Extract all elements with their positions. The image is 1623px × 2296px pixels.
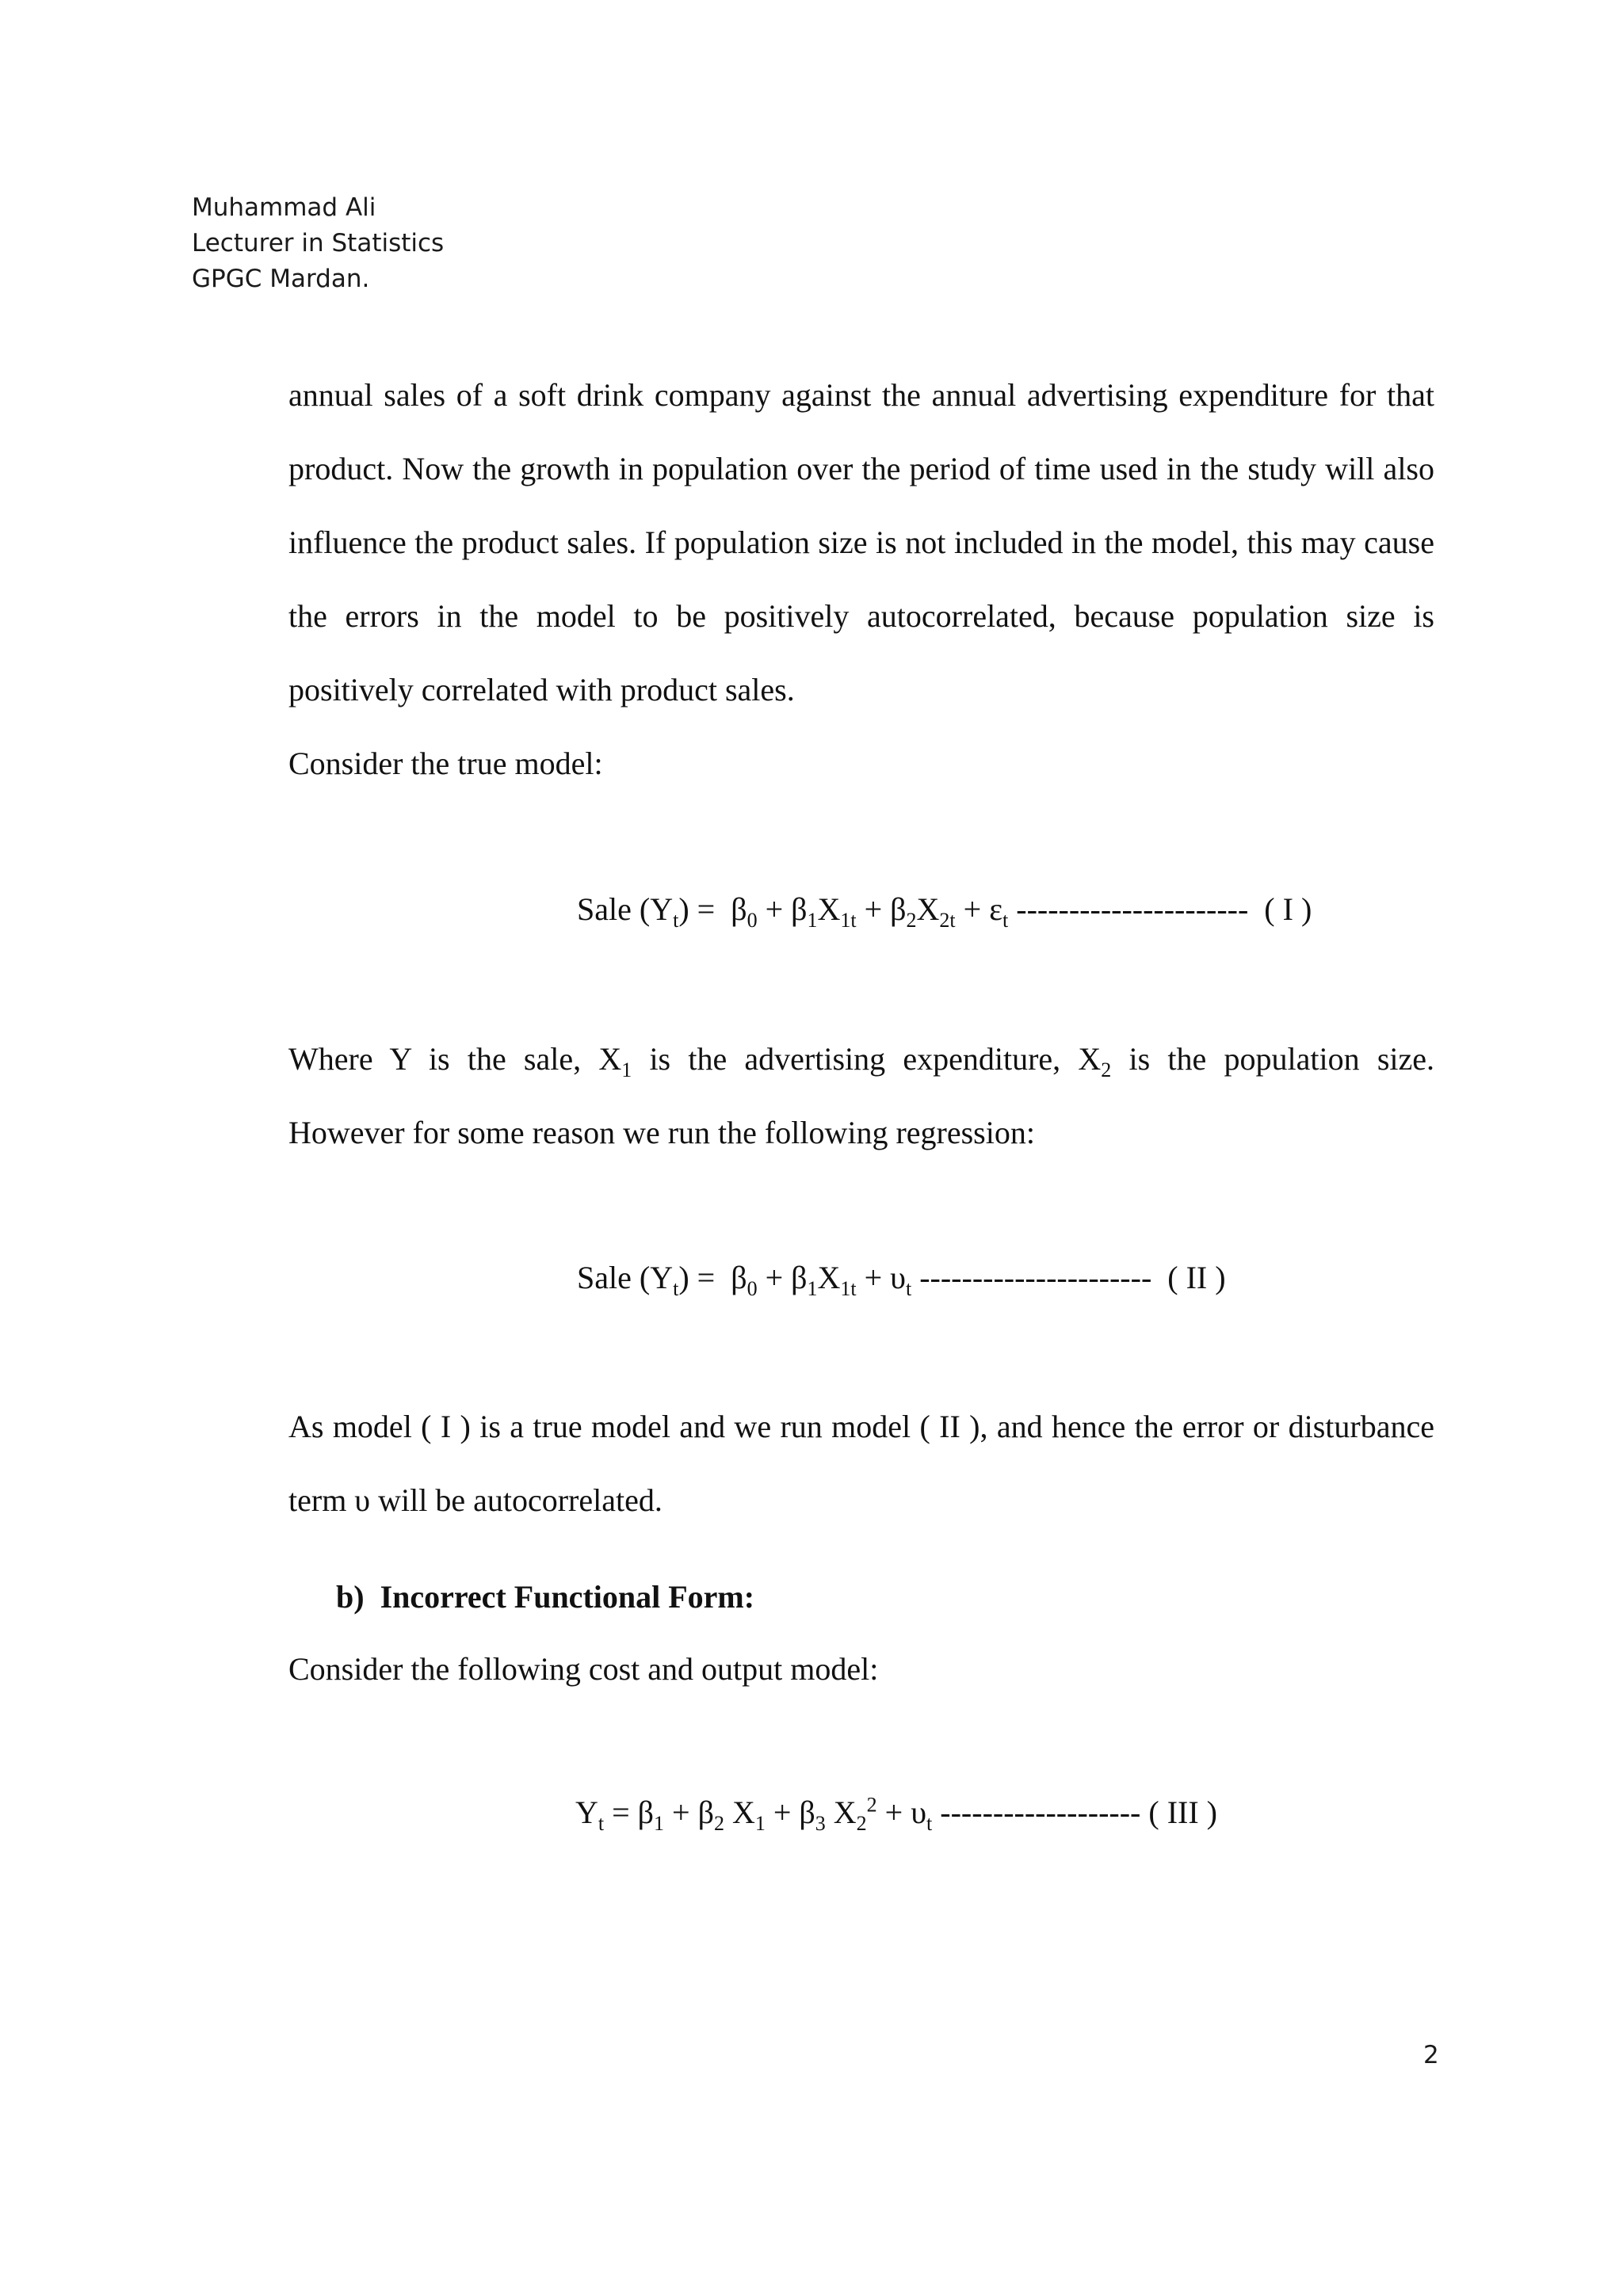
eq3-dashes: ------------------- xyxy=(932,1794,1141,1830)
equation-cost-output-model: $Y_t = \beta_1 + \beta_2$ $X_1 + \beta_3$ $X_2^2 + \upsilon_t$ ------------------- ( III ) xyxy=(575,1793,1217,1835)
equation-misspecified-model: Sale $(Y_t) = \beta_0 + \beta_1X_{1t} + \upsilon_t$ ---------------------- ( II ) xyxy=(577,1260,1226,1300)
section-heading-b xyxy=(336,1577,754,1618)
section-marker: b) xyxy=(336,1579,365,1615)
paragraph-line: As model ( I ) is a true model and we run model ( II ), and hence the error or disturbance xyxy=(288,1409,1434,1444)
equation-true-model: Sale $(Y_t) = \beta_0 + \beta_1X_{1t} + \beta_2X_{2t} + \varepsilon_t$ ---------------------- ( I ) xyxy=(577,891,1312,932)
paragraph-omitted-variable xyxy=(288,358,1434,727)
paragraph-autocorrelation-conclusion xyxy=(288,1390,1434,1537)
paragraph-line: term υ will be autocorrelated. xyxy=(288,1482,663,1518)
eq1-lhs: Sale (Y xyxy=(577,891,674,927)
author-institution: GPGC Mardan. xyxy=(192,265,370,293)
paragraph-line: the errors in the model to be positively autocorrelated, because population size is xyxy=(288,598,1434,634)
page-number: 2 xyxy=(1423,2041,1439,2069)
author-title: Lecturer in Statistics xyxy=(192,229,445,257)
paragraph-line: annual sales of a soft drink company against the annual advertising expenditure for that xyxy=(288,377,1434,413)
author-header xyxy=(192,190,444,297)
eq2-label: ( II ) xyxy=(1167,1260,1226,1295)
eq1-label: ( I ) xyxy=(1264,891,1312,927)
section-title: Incorrect Functional Form: xyxy=(380,1579,755,1615)
paragraph-line: Where Y is the sale, $X_1$ is the advertising expenditure, $X_2$ is the population size. xyxy=(288,1041,1434,1081)
paragraph-line: product. Now the growth in population over the period of time used in the study will also xyxy=(288,451,1434,486)
paragraph-line: positively correlated with product sales. xyxy=(288,672,795,707)
consider-true-model: Consider the true model: xyxy=(288,746,603,781)
eq1-dashes: ---------------------- xyxy=(1008,891,1249,927)
paragraph-line: However for some reason we run the following regression: xyxy=(288,1115,1035,1150)
author-name: Muhammad Ali xyxy=(192,193,376,222)
consider-cost-model: Consider the following cost and output model: xyxy=(288,1651,879,1687)
eq2-dashes: ---------------------- xyxy=(911,1260,1152,1295)
eq3-label: ( III ) xyxy=(1148,1794,1217,1830)
paragraph-line: influence the product sales. If population size is not included in the model, this may cause xyxy=(288,524,1434,560)
paragraph-variable-definitions xyxy=(288,1022,1434,1169)
